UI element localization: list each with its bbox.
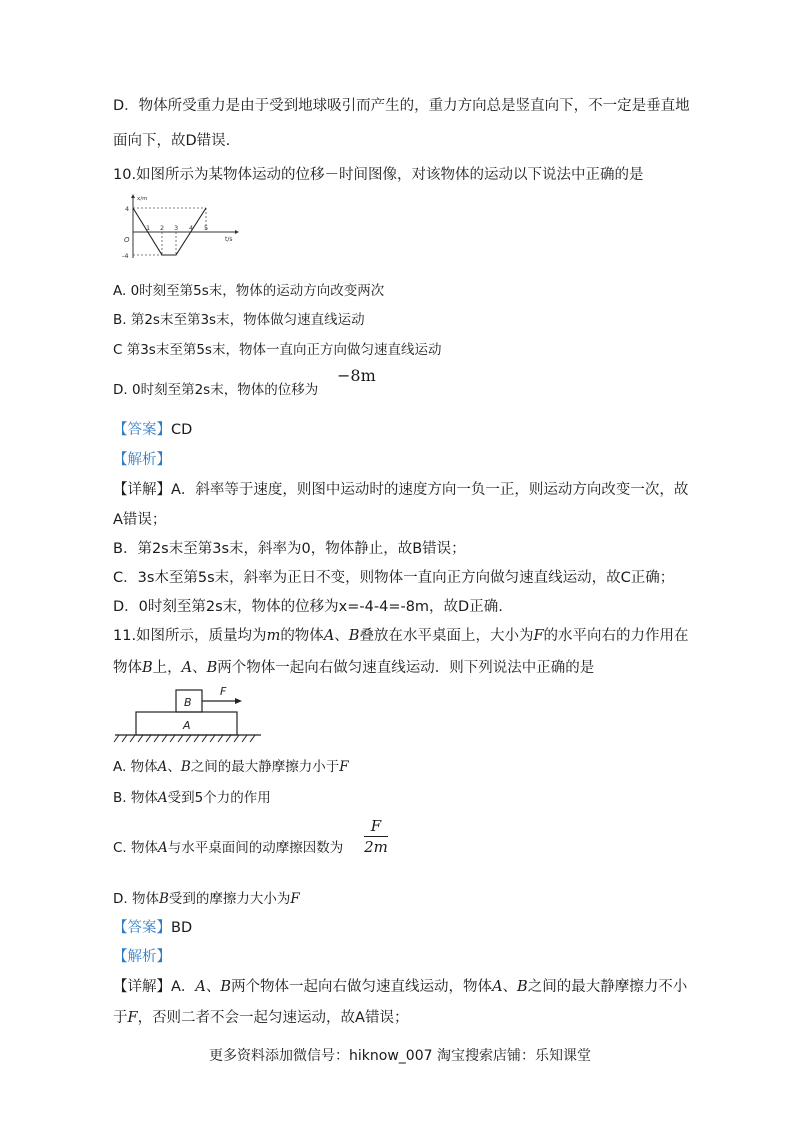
x-tick-3: 3: [174, 224, 179, 232]
x-axis-arrow: [235, 230, 239, 234]
q11-detail-1: 【详解】A．A、B两个物体一起向右做匀速直线运动，物体A、B之间的最大静摩擦力不小: [113, 979, 688, 995]
q10-option-a: A. 0时刻至第5s末，物体的运动方向改变两次: [113, 283, 385, 299]
y-tick-4: 4: [125, 205, 130, 213]
fraction-numerator: F: [370, 817, 382, 835]
q10-xt-graph: [113, 192, 243, 262]
q9-option-d-line-1: D．物体所受重力是由于受到地球吸引而产生的，重力方向总是竖直向下，不一定是垂直地: [113, 98, 690, 114]
q11-option-b: B. 物体A受到5个力的作用: [113, 790, 271, 806]
q10-detail-1: 【详解】A．斜率等于速度，则图中运动时的速度方向一负一正，则运动方向改变一次，故: [113, 482, 689, 498]
page-footer: 更多资料添加微信号：hiknow_007 淘宝搜索店铺：乐知课堂: [209, 1048, 591, 1064]
q10-option-b: B. 第2s末至第3s末，物体做匀速直线运动: [113, 312, 365, 328]
q11-option-c-fraction: [362, 817, 390, 856]
q9-option-d-line-2: 面向下，故D错误.: [113, 133, 231, 149]
fraction-bar: [364, 836, 388, 837]
answer-tag: 【答案】: [113, 920, 171, 936]
q11-analysis-tag: 【解析】: [113, 949, 171, 965]
q11-blocks-figure: [113, 684, 263, 746]
ground-hatching: [114, 735, 255, 742]
q11-option-d: D. 物体B受到的摩擦力大小为F: [113, 891, 300, 907]
q11-detail-2: 于F，否则二者不会一起匀速运动，故A错误；: [113, 1010, 409, 1026]
fraction-denominator: 2m: [364, 838, 388, 856]
y-axis-label: x/m: [137, 196, 148, 202]
x-tick-2: 2: [160, 224, 165, 232]
origin-label: O: [124, 236, 130, 244]
answer-value: CD: [171, 422, 193, 438]
q10-stem: 10.如图所示为某物体运动的位移－时间图像，对该物体的运动以下说法中正确的是: [113, 167, 644, 183]
q11-option-c: C. 物体A与水平桌面间的动摩擦因数为: [113, 840, 344, 856]
x-tick-4: 4: [189, 224, 194, 232]
q10-detail-2: A错误；: [113, 512, 167, 528]
q10-detail-5: D．0时刻至第2s末，物体的位移为x=-4-4=-8m，故D正确.: [113, 599, 503, 615]
q10-analysis-tag: 【解析】: [113, 452, 171, 468]
q10-detail-4: C．3s木至第5s末，斜率为正日不变，则物体一直向正方向做匀速直线运动，故C正确；: [113, 570, 675, 586]
y-tick-neg4: -4: [122, 252, 129, 260]
label-a: A: [183, 719, 191, 732]
q10-option-d-value: −8m: [337, 366, 376, 385]
q11-stem-line-1: 11.如图所示，质量均为m的物体A、B叠放在水平桌面上，大小为F的水平向右的力作用在: [113, 628, 689, 644]
x-axis-label: t/s: [225, 236, 233, 243]
label-b: B: [184, 696, 192, 709]
q10-detail-3: B．第2s末至第3s末，斜率为0，物体静止，故B错误；: [113, 541, 466, 557]
q11-answer: [113, 918, 192, 938]
force-arrowhead: [235, 698, 242, 704]
q11-option-a: A. 物体A、B之间的最大静摩擦力小于F: [113, 759, 349, 775]
answer-value: BD: [171, 920, 193, 936]
x-tick-1: 1: [146, 224, 151, 232]
x-tick-5: 5: [204, 224, 209, 232]
label-f: F: [220, 685, 227, 698]
q10-answer: [113, 420, 192, 440]
q10-option-c: C 第3s末至第5s末，物体一直向正方向做匀速直线运动: [113, 342, 442, 358]
y-axis-arrow: [131, 194, 135, 198]
q11-stem-line-2: 物体B上，A、B两个物体一起向右做匀速直线运动．则下列说法中正确的是: [113, 660, 595, 676]
answer-tag: 【答案】: [113, 422, 171, 438]
q10-option-d: D. 0时刻至第2s末，物体的位移为: [113, 382, 319, 398]
